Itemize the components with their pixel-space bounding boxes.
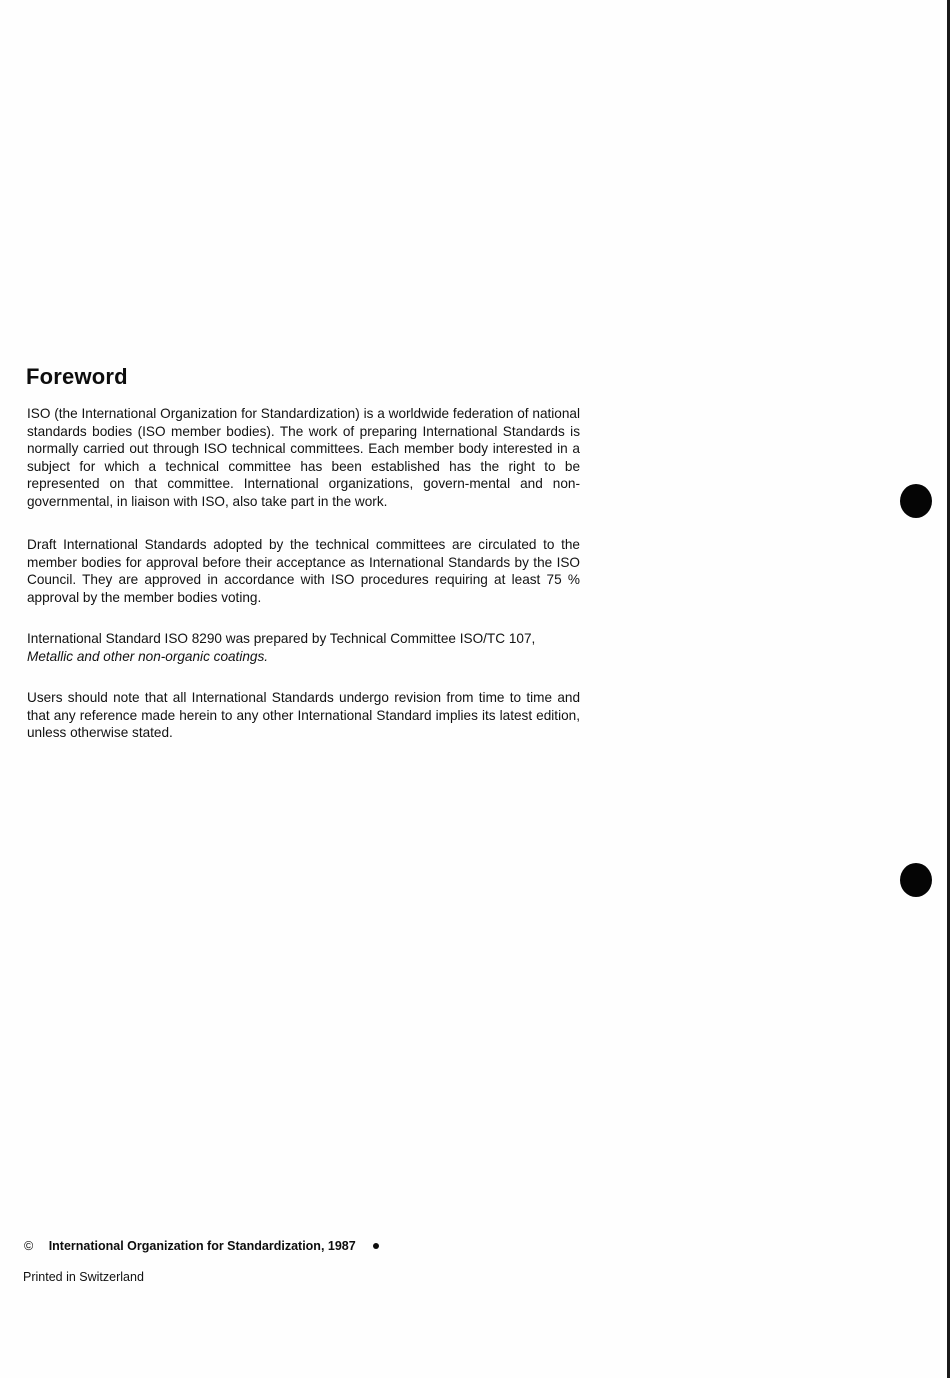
page-title: Foreword bbox=[26, 364, 128, 389]
committee-title: Metallic and other non-organic coatings. bbox=[27, 648, 269, 664]
punch-hole-bottom bbox=[900, 863, 932, 897]
copyright-owner: International Organization for Standardization, 1987 bbox=[48, 1239, 356, 1253]
copyright-line bbox=[24, 1239, 379, 1253]
paragraph-draft-standards: Draft International Standards adopted by the technical committees are circulated to the member bodies for approval before their acceptance as International Standards by the ISO Council. They are approved in accordance with ISO procedures requiring at least 75 % approval by the member bodies voting. bbox=[27, 537, 580, 605]
paragraph-preparation bbox=[27, 630, 580, 665]
bullet-icon bbox=[373, 1243, 379, 1249]
punch-hole-top bbox=[900, 484, 932, 518]
preparation-text: International Standard ISO 8290 was prepared by Technical Committee ISO/TC 107, bbox=[27, 631, 536, 646]
printed-location: Printed in Switzerland bbox=[23, 1270, 144, 1284]
paragraph-revision-note: Users should note that all International Standards undergo revision from time to time and that any reference made herein to any other International Standard implies its latest edition, unless otherwise stated. bbox=[27, 690, 580, 741]
paragraph-iso-federation: ISO (the International Organization for Standardization) is a worldwide federation of national standards bodies (ISO member bodies). The work of preparing International Standards is normally carried out through ISO technical committees. Each member body interested in a subject for which a technical committee has been established has the right to be represented on that committee. International organizations, govern-mental and non-governmental, in liaison with ISO, also take part in the work. bbox=[27, 406, 580, 509]
copyright-icon: © bbox=[24, 1239, 34, 1253]
